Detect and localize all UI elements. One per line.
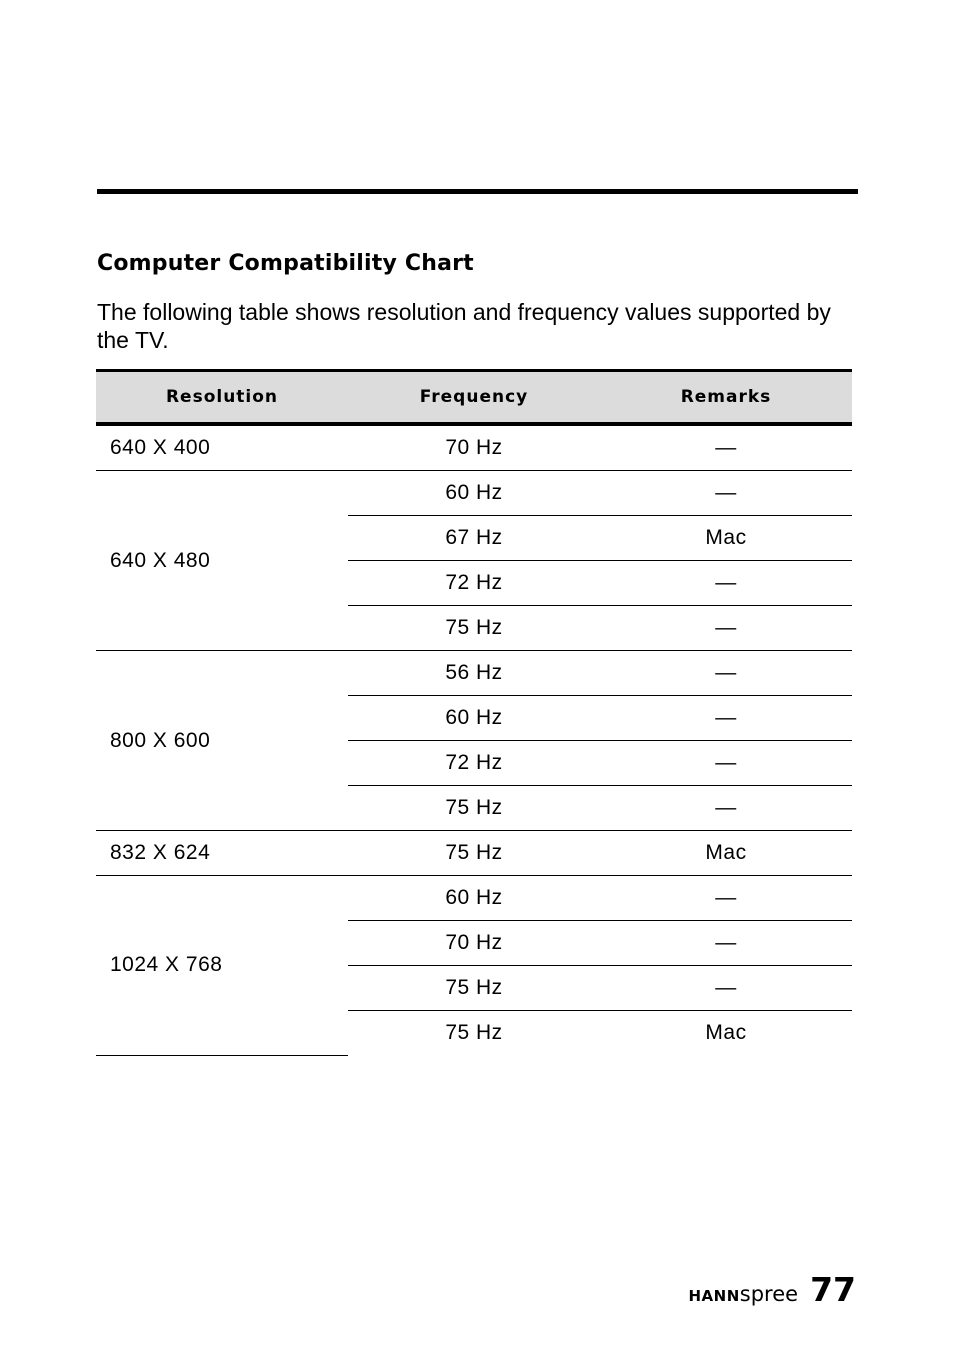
resolution-cell: 832 X 624 (96, 831, 348, 876)
remarks-cell: — (600, 786, 852, 831)
brand-logo-light: spree (739, 1282, 799, 1306)
header-resolution: Resolution (96, 371, 348, 425)
frequency-cell: 75 Hz (348, 966, 600, 1011)
table-header (96, 371, 852, 425)
remarks-cell: — (600, 921, 852, 966)
table-row (96, 831, 852, 876)
remarks-cell: — (600, 741, 852, 786)
table-row (96, 651, 852, 696)
remarks-cell: — (600, 424, 852, 471)
resolution-cell: 1024 X 768 (96, 876, 348, 1056)
frequency-cell: 75 Hz (348, 786, 600, 831)
page-number: 77 (810, 1270, 856, 1309)
remarks-cell: Mac (600, 516, 852, 561)
resolution-cell: 800 X 600 (96, 651, 348, 831)
section-title: Computer Compatibility Chart (97, 251, 474, 276)
remarks-cell: Mac (705, 1021, 747, 1044)
top-rule (97, 189, 858, 194)
resolution-cell: 640 X 480 (96, 471, 348, 651)
remarks-cell: — (600, 606, 852, 651)
frequency-cell: 56 Hz (348, 651, 600, 696)
frequency-cell: 75 Hz (445, 1021, 503, 1044)
brand-logo-bold: HANN (688, 1287, 740, 1305)
remarks-cell: — (600, 651, 852, 696)
frequency-cell: 72 Hz (348, 741, 600, 786)
table-row (96, 876, 852, 921)
frequency-cell: 70 Hz (348, 921, 600, 966)
page-footer (688, 1270, 856, 1309)
frequency-cell: 72 Hz (348, 561, 600, 606)
remarks-cell: — (600, 876, 852, 921)
frequency-cell: 60 Hz (348, 471, 600, 516)
remarks-cell: Mac (600, 831, 852, 876)
remarks-cell: — (600, 966, 852, 1011)
frequency-cell: 75 Hz (348, 606, 600, 651)
remarks-cell: — (600, 561, 852, 606)
header-frequency: Frequency (348, 371, 600, 425)
frequency-cell: 70 Hz (348, 424, 600, 471)
remarks-cell: — (600, 471, 852, 516)
frequency-cell: 67 Hz (348, 516, 600, 561)
compatibility-table (96, 369, 852, 1056)
frequency-cell: 60 Hz (348, 696, 600, 741)
table-row (96, 471, 852, 516)
frequency-cell: 60 Hz (348, 876, 600, 921)
table-row (96, 424, 852, 471)
frequency-cell: 75 Hz (348, 831, 600, 876)
header-remarks: Remarks (600, 371, 852, 425)
remarks-cell: — (600, 696, 852, 741)
table-body (96, 424, 852, 1055)
intro-text: The following table shows resolution and frequency values supported by the TV. (97, 299, 831, 353)
brand-logo (688, 1282, 798, 1306)
resolution-cell: 640 X 400 (96, 424, 348, 471)
